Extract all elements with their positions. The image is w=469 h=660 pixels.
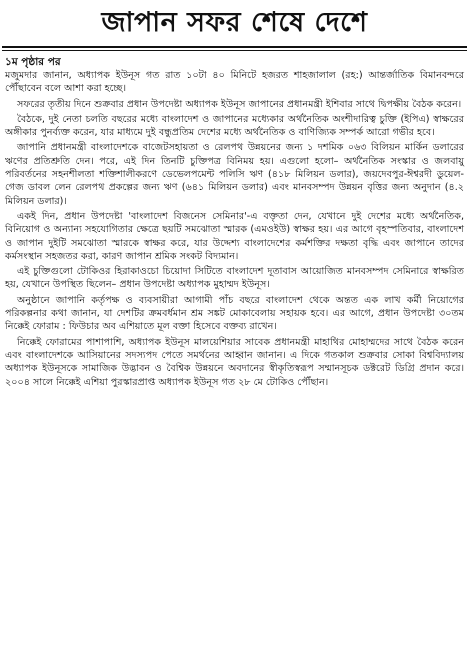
article-paragraph: অনুষ্ঠানে জাপানি কর্তৃপক্ষ ও ব্যবসায়ীরা আগামী পাঁচ বছরে বাংলাদেশ থেকে অন্তত এক লাখ কর্মী নিয়োগের পরিকল্পনার কথা জানান, যা দেশটির ক্রমবর্ধমান শ্রম সঙ্কট মোকাবেলায় সহায়ক হবে। এর আগে, প্রধান উপদেষ্টা ৩০তম নিক্কেই ফোরাম : ফিউচার অব এশিয়াতে মূল বক্তা হিসেবে বক্তব্য রাখেন। [5,294,464,333]
continuation-label: ১ম পৃষ্ঠার পর [5,56,61,68]
article-paragraph: বৈঠকে, দুই নেতা চলতি বছরের মধ্যে বাংলাদেশ ও জাপানের মধ্যেকার অর্থনৈতিক অংশীদারিত্ব চুক্তি (ইপিএ) স্বাক্ষরের অঙ্গীকার পুনর্ব্যক্ত করেন, যার মাধ্যমে দুই বন্ধুপ্রতিম দেশের মধ্যে অর্থনৈতিক ও বাণিজ্যিক সম্পর্ক আরো গভীর হবে। [5,113,464,139]
article-paragraph: সফরের তৃতীয় দিনে শুক্রবার প্রধান উপদেষ্টা অধ্যাপক ইউনূস জাপানের প্রধানমন্ত্রী ইশিবার সাথে দ্বিপক্ষীয় বৈঠক করেন। [17,98,462,110]
headline: জাপান সফর শেষে দেশে [101,7,368,38]
article-paragraph: এই চুক্তিগুলো টোকিওর হিরাকাওচো চিয়োদা সিটিতে বাংলাদেশ দূতাবাস আয়োজিত মানবসম্পদ সেমিনারে স্বাক্ষরিত হয়, যেখানে উপস্থিত ছিলেন– প্রধান উপদেষ্টা অধ্যাপক মুহাম্মদ ইউনূস। [5,266,464,291]
article-paragraph: জাপানি প্রধানমন্ত্রী বাংলাদেশকে বাজেটসহায়তা ও রেলপথ উন্নয়নের জন্য ১ দশমিক ০৬৩ বিলিয়ন মার্কিন ডলারের ঋণের প্রতিশ্রুতি দেন। পরে, এই দিন তিনটি চুক্তিপত্র বিনিময় হয়। এগুলো হলো– অর্থনৈতিক সংস্কার ও জলবায়ু পরিবর্তনের সহনশীলতা শক্তিশালীকরণে ডেভেলপমেন্ট পলিসি ঋণ (৪১৮ মিলিয়ন ডলার), জয়দেবপুর-ঈশ্বরদী ডুয়েল-গেজ ডাবল লেন রেলপথ প্রকল্পের জন্য ঋণ (৬৪১ মিলিয়ন ডলার) এবং মানবসম্পদ উন্নয়ন বৃত্তির জন্য অনুদান (৪.২ মিলিয়ন ডলার)। [5,142,464,207]
article-paragraph: মজুমদার জানান, অধ্যাপক ইউনূস গত রাত ১০টা ৪০ মিনিটে হজরত শাহজালাল (রহ:) আন্তর্জাতিক বিমানবন্দরে পৌঁছাবেন বলে আশা করা হচ্ছে। [5,70,464,95]
article-paragraph: নিক্কেই ফোরামের পাশাপাশি, অধ্যাপক ইউনূস মালয়েশিয়ার সাবেক প্রধানমন্ত্রী মাহাথির মোহাম্মদের সাথে বৈঠক করেন এবং বাংলাদেশকে আসিয়ানের সদস্যপদ পেতে সমর্থনের আহ্বান জানান। এ দিকে গতকাল শুক্রবার সোকা বিশ্ববিদ্যালয় অধ্যাপক ইউনূসকে সামাজিক উদ্ভাবন ও বৈশ্বিক উন্নয়নে অবদানের স্বীকৃতিস্বরূপ সম্মানসূচক ডক্টরেট ডিগ্রি প্রদান করে।২০০৪ সালে নিক্কেই এশিয়া পুরস্কারপ্রাপ্ত অধ্যাপক ইউনূস গত ২৮ মে টোকিও পৌঁছান। [5,336,464,388]
article-paragraph: একই দিন, প্রধান উপদেষ্টা 'বাংলাদেশ বিজনেস সেমিনার'-এ বক্তৃতা দেন, যেখানে দুই দেশের মধ্যে অর্থনৈতিক, বিনিয়োগ ও অন্যান্য সহযোগিতার ক্ষেত্রে ছয়টি সমঝোতা স্মারক (এমওইউ) স্বাক্ষর হয়। এর আগে বৃহস্পতিবার, বাংলাদেশ ও জাপান দুইটি সমঝোতা স্মারকে স্বাক্ষর করে, যার উদ্দেশ্য বাংলাদেশের কর্মশক্তির দক্ষতা বৃদ্ধি এবং জাপানে তাদের কর্মসংস্থান সহজতর করা, কারণ জাপান শ্রমিক সংকট বিদ্যমান। [5,210,464,262]
headline-rule [2,46,467,48]
article-body [0,51,469,389]
